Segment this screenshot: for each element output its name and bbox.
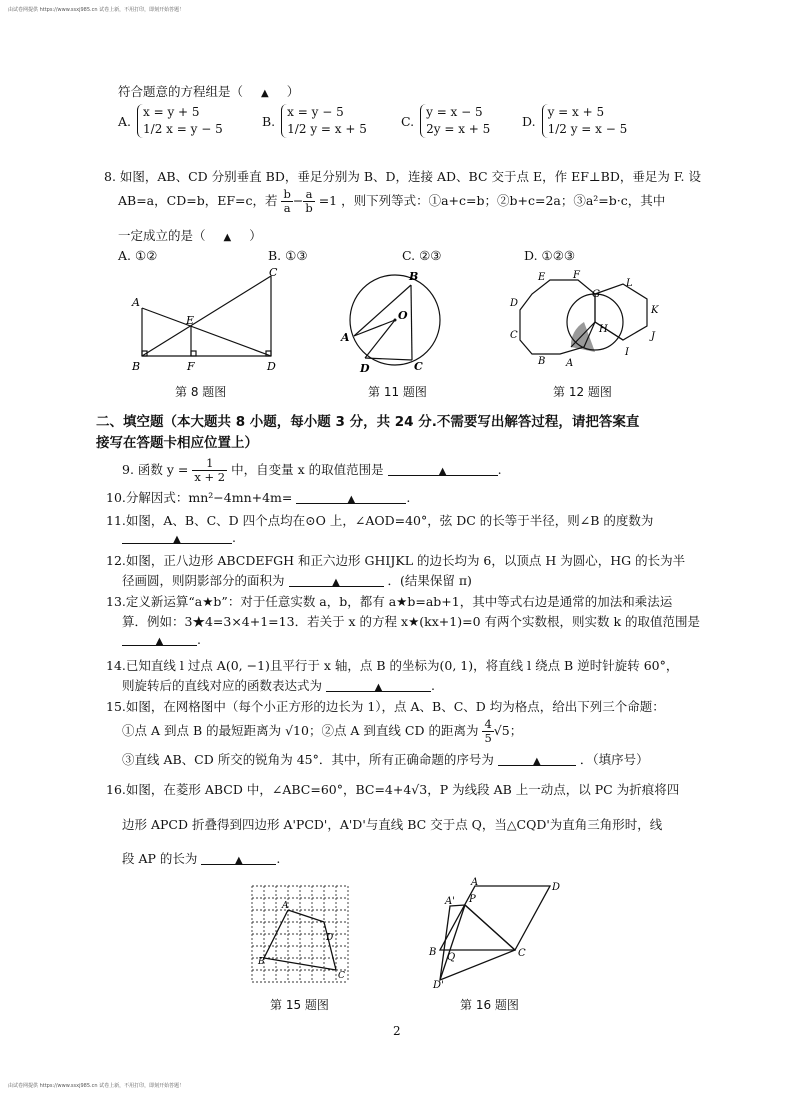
equation-system — [137, 104, 223, 138]
fraction: 1/2 — [143, 122, 163, 136]
equation: x = y + 5 — [143, 105, 200, 119]
svg-text:E: E — [186, 314, 195, 327]
answer-mark: ▲ — [438, 466, 447, 477]
svg-text:I: I — [625, 347, 629, 358]
q8-option-d: D. ①②③ — [524, 248, 576, 263]
section2-heading-cont: 接写在答题卡相应位置上） — [96, 435, 258, 451]
q8-text: AB=a，CD=b，EF=c，若 — [118, 193, 278, 208]
answer-mark: ▲ — [235, 855, 243, 866]
q16-line1: 16.如图，在菱形 ABCD 中，∠ABC=60°，BC=4+4√3，P 为线段 AB 上一动点，以 PC 为折痕将四 — [106, 782, 680, 797]
figure-8 — [128, 268, 288, 378]
answer-mark: ▲ — [347, 494, 356, 505]
svg-text:A: A — [282, 901, 289, 911]
q14-text: 则旋转后的直线对应的函数表达式为 — [122, 678, 323, 693]
answer-mark: ▲ — [261, 88, 269, 99]
q7-option-a — [118, 104, 223, 138]
answer-mark: ▲ — [374, 682, 383, 693]
q13-line3: ▲ . — [122, 632, 201, 647]
svg-text:H: H — [599, 324, 608, 335]
svg-text:D: D — [326, 933, 334, 943]
q8-text: =1 ，则下列等式：①a+c=b；②b+c=2a；③a²=b·c，其中 — [318, 193, 666, 208]
svg-text:D: D — [360, 362, 370, 375]
q15-line1: 15.如图，在网格图中（每个小正方形的边长为 1），点 A、B、C、D 均为格点，给出下列三个命题： — [106, 699, 665, 714]
svg-text:D: D — [267, 360, 276, 373]
q8-line2: AB=a，CD=b，EF=c，若 $\frac{b}{a}$ − $\frac{a}{b}$ =1 ，则下列等式：①a+c=b；②b+c=2a；③a²=b·c，其中 — [118, 187, 666, 215]
answer-blank[interactable] — [296, 490, 406, 504]
figure-16-caption: 第 16 题图 — [460, 998, 519, 1012]
figure-16 — [425, 874, 565, 994]
q15-text: √5； — [493, 723, 523, 738]
q8-option-c: C. ②③ — [402, 248, 442, 263]
fraction — [192, 457, 227, 484]
q12-line1: 12.如图，正八边形 ABCDEFGH 和正六边形 GHIJKL 的边长均为 6，以顶点 H 为圆心，HG 的长为半 — [106, 553, 686, 568]
q7-stem: 符合题意的方程组是（ — [118, 84, 244, 99]
svg-text:A: A — [132, 296, 140, 309]
fraction — [482, 718, 493, 745]
svg-text:C: C — [414, 360, 423, 373]
q7-option-c — [401, 104, 490, 138]
q15-line3 — [122, 750, 649, 768]
answer-mark: ▲ — [533, 756, 541, 767]
q12-text: 径画圆，则阴影部分的面积为 — [122, 573, 285, 588]
figure-11 — [336, 266, 446, 378]
svg-text:F: F — [573, 270, 580, 281]
svg-text:B: B — [409, 270, 419, 283]
q8-text: 一定成立的是（ — [118, 228, 206, 243]
q8-option-a: A. ①② — [118, 248, 158, 263]
q16-line3: 段 AP 的长为 ▲ . — [122, 851, 281, 866]
q13-line2: 算．例如：3★4=3×4+1=13．若关于 x 的方程 x★(kx+1)=0 有两个实数根，则实数 k 的取值范围是 — [122, 614, 701, 629]
svg-text:C: C — [269, 268, 278, 279]
svg-text:A: A — [566, 358, 574, 369]
q15-text: ③直线 AB、CD 所交的锐角为 45°．其中，所有正确命题的序号为 — [122, 752, 494, 767]
q7-option-b — [262, 104, 367, 138]
answer-blank[interactable] — [201, 851, 276, 865]
q8-line1: 8. 如图，AB、CD 分别垂直 BD，垂足分别为 B、D，连接 AD、BC 交于点 E，作 EF⊥BD，垂足为 F. 设 — [104, 169, 701, 184]
q10-line: 10.分解因式：mn²−4mn+4m= ▲ . — [106, 490, 411, 505]
figure-11-caption: 第 11 题图 — [368, 385, 427, 399]
fraction: $\frac{b}{a}$ — [283, 187, 291, 215]
q12-text: ．(结果保留 π) — [387, 573, 472, 588]
svg-text:B: B — [132, 360, 141, 373]
svg-text:C: C — [338, 971, 345, 981]
svg-text:K: K — [651, 305, 659, 316]
figure-8-caption: 第 8 题图 — [175, 385, 227, 399]
answer-mark: ▲ — [223, 232, 232, 243]
equation-system — [542, 104, 628, 138]
q10-text: 10.分解因式：mn²−4mn+4m= — [106, 490, 293, 505]
svg-text:A: A — [341, 331, 350, 344]
denominator: 5 — [484, 731, 492, 745]
q15-text: ①点 A 到点 B 的最短距离为 √10；②点 A 到直线 CD 的距离为 — [122, 723, 479, 738]
svg-text:O: O — [398, 309, 408, 322]
svg-text:B: B — [538, 356, 546, 367]
equation: 2y = x + 5 — [426, 122, 491, 136]
q11-line1: 11.如图，A、B、C、D 四个点均在⊙O 上，∠AOD=40°，弦 DC 的长等于半径，则∠B 的度数为 — [106, 513, 654, 528]
answer-blank[interactable] — [498, 752, 576, 766]
q14-line1: 14.已知直线 l 过点 A(0, −1)且平行于 x 轴，点 B 的坐标为(0, 1)，将直线 l 绕点 B 逆时针旋转 60°， — [106, 658, 679, 673]
svg-text:A: A — [471, 877, 479, 888]
answer-blank[interactable] — [122, 632, 197, 646]
svg-text:F: F — [187, 360, 195, 373]
svg-text:D: D — [510, 298, 519, 309]
equation-system — [420, 104, 490, 138]
svg-text:Q: Q — [447, 952, 456, 963]
denominator: x + 2 — [194, 470, 226, 484]
option-label: C. — [401, 113, 415, 129]
q9-text: 中，自变量 x 的取值范围是 — [231, 462, 384, 477]
equation: y = x − 5 — [426, 105, 483, 119]
svg-text:L: L — [626, 278, 633, 289]
q13-line1: 13.定义新运算“a★b”：对于任意实数 a，b，都有 a★b=ab+1，其中等式右边是通常的加法和乘法运 — [106, 594, 673, 609]
figure-15-caption: 第 15 题图 — [270, 998, 329, 1012]
svg-text:A': A' — [445, 896, 455, 907]
q9-text: 9. 函数 y = — [122, 462, 189, 477]
q8-option-b: B. ①③ — [268, 248, 308, 263]
option-label: D. — [522, 113, 536, 129]
svg-text:G: G — [592, 289, 600, 300]
svg-text:D': D' — [433, 980, 444, 991]
answer-blank[interactable] — [289, 573, 384, 587]
q15-line2 — [122, 718, 522, 745]
option-label: A. — [118, 113, 132, 129]
equation: y = x + 5 — [310, 122, 367, 136]
q16-text: 段 AP 的长为 — [122, 851, 198, 866]
equation: y = x + 5 — [547, 105, 605, 119]
equation: y = x − 5 — [570, 122, 628, 136]
figure-15 — [250, 884, 354, 988]
q15-text: ．（填序号） — [579, 752, 649, 767]
equation: x = y − 5 — [287, 105, 344, 119]
answer-mark: ▲ — [173, 534, 181, 545]
q11-line2: ▲ . — [122, 530, 236, 545]
q16-line2: 边形 APCD 折叠得到四边形 A'PCD'，A'D'与直线 BC 交于点 Q，当△CQD'为直角三角形时，线 — [122, 817, 663, 832]
answer-blank[interactable] — [122, 530, 232, 544]
header-watermark: 由试卷网提供 https://www.ssxj985.cn 试卷上新，不用打印，即刻开始答题！ — [8, 7, 185, 13]
q7-option-d — [522, 104, 627, 138]
answer-blank[interactable] — [388, 462, 498, 476]
q14-line2: 则旋转后的直线对应的函数表达式为 ▲ . — [122, 678, 435, 693]
numerator: 1 — [192, 457, 227, 471]
option-label: B. — [262, 113, 276, 129]
numerator: 4 — [484, 717, 492, 731]
svg-text:C: C — [510, 330, 518, 341]
q8-line3 — [118, 226, 262, 244]
q9-line: 9. 函数 y = $\frac{1}{x + 2}$ 中，自变量 x 的取值范围是 ▲ . — [122, 456, 502, 484]
answer-blank[interactable] — [326, 678, 431, 692]
fraction: 1/2 — [287, 122, 307, 136]
svg-text:J: J — [651, 331, 656, 342]
page-number: 2 — [393, 1024, 401, 1038]
section2-heading: 二、填空题（本大题共 8 小题，每小题 3 分，共 24 分.不需要写出解答过程，请把答案直 — [96, 414, 640, 430]
footer-watermark: 由试卷网提供 https://www.ssxj985.cn 试卷上新，不用打印，即刻开始答题！ — [8, 1083, 185, 1089]
close-paren: ） — [286, 84, 300, 99]
svg-text:P: P — [469, 894, 476, 905]
figure-12 — [505, 264, 670, 374]
svg-text:D: D — [552, 882, 561, 893]
svg-text:B: B — [258, 957, 265, 967]
figure-12-caption: 第 12 题图 — [553, 385, 612, 399]
q12-line2 — [122, 571, 472, 589]
q7-stem-line — [118, 82, 299, 100]
svg-text:B: B — [429, 947, 437, 958]
fraction: 1/2 — [547, 122, 567, 136]
svg-text:C: C — [518, 948, 526, 959]
equation: x = y − 5 — [166, 122, 223, 136]
answer-mark: ▲ — [155, 636, 164, 647]
equation-system — [281, 104, 367, 138]
close-paren: ） — [249, 228, 262, 243]
svg-text:E: E — [538, 272, 546, 283]
answer-mark: ▲ — [332, 577, 340, 588]
fraction: $\frac{a}{b}$ — [305, 187, 313, 215]
